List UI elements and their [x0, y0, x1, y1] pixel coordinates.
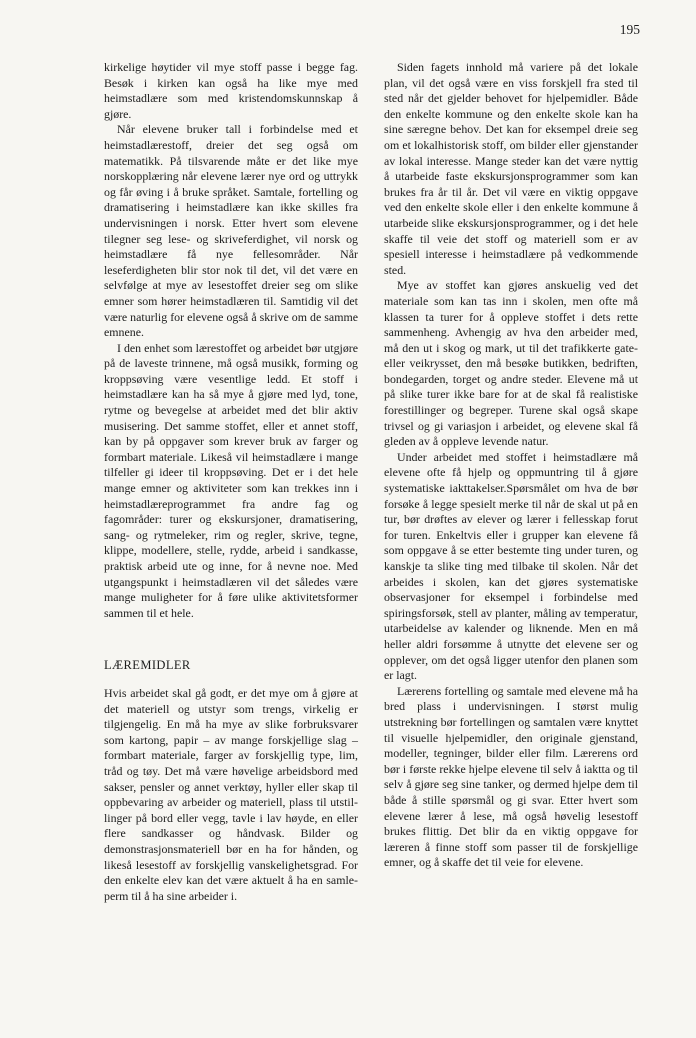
- right-column: [384, 60, 638, 871]
- section-heading: LÆREMIDLER: [104, 658, 191, 673]
- paragraph: Lærerens fortelling og samtale med elevene må ha bred plass i undervisningen. I størst mulig utstrekning bør fortellingen og samtalen være knyttet til visuelle hjelpemidler, den originale gjenstand, modeller, tegninger, bilder eller film. Lærerens ord bør i første rekke hjelpe elevene til selv å iaktta og til selv å gjøre seg sine tanker, og dermed hjelpe dem til både å stille spørsmål og gi svar. Etter hvert som elevene lærer å lese, må også høvelig lesestoff brukes flittig. Det blir da en viktig oppgave for læreren å finne stoff som passer til de forskjellige emner, og å skaffe det til veie for elevene.: [384, 683, 638, 870]
- paragraph: Hvis arbeidet skal gå godt, er det mye om å gjøre at det materiell og utstyr som trengs, virkelig er tilgjengelig. En må ha mye av slike forbruksvarer som kartong, papir – av mange forskjellige slag – formbart materiale, farger av forskjellig type, lim, tråd og tøy. Det må være høvelige arbeidsbord med sakser, pensler og annet verktøy, hyller eller skap til oppbevaring av arbeider og materiell, plass til utstillinger på bord eller vegg, tavle i lav høyde, en eller flere sandkasser og håndvask. Bilder og demonstrasjonsmateriell bør en ha for hånden, og likeså lesestoff av forskjellig vanskelighetsgrad. For den enkelte elev kan det være aktuelt å ha en samleperm til å ha sine arbeider i.: [104, 685, 358, 903]
- paragraph: I den enhet som lærestoffet og arbeidet bør utgjøre på de laveste trinnene, må også musikk, forming og kroppsøving være vesentlige ledd. Et stoff i heimstadlære kan ha så mye å gjøre med lyd, tone, rytme og bevegelse at arbeidet med det blir aktiv musisering. Det samme stoffet, eller et annet stoff, kan by på oppgaver som krever bruk av farger og formbart materiale. Likeså vil heimstadlære i mange tilfeller gi ideer til kroppsøving. Det er i det hele mange emner og aktiviteter som kan trekkes inn i heimstadlæreprogrammet fra andre fag og fagområder: turer og ekskursjoner, dramatisering, sang- og rytmeleker, rim og regler, skrive, tegne, klippe, modellere, stelle, rydde, arbeid i sandkasse, praktisk arbeid ute og inne, for å nevne noe. Med utgangspunkt i heimstadlæren vil det således være mange muligheter for å føre ulike aktivitetsformer sammen til et hele.: [104, 340, 358, 620]
- paragraph: Siden fagets innhold må variere på det lokale plan, vil det også være en viss forskjell fra sted til sted når det gjelder behovet for hjelpemidler. Både den enkelte kommune og den enkelte skole kan ha sine særegne behov. Det kan for eksempel dreie seg om et lokalhistorisk stoff, om bilder eller gjenstander av lokal interesse. Mange steder kan det være nyttig å utarbeide faste ekskursjonsprogrammer som kan brukes fra år til år. Det vil være en viktig oppgave ved den enkelte skole eller i den enkelte kommune å utarbeide slike ekskursjonsprogrammer, og i det hele skaffe til veie det stoff og materiell som er av spesiell interesse i heimstadlære på vedkommende sted.: [384, 60, 638, 277]
- left-column: [104, 60, 358, 904]
- paragraph: Under arbeidet med stoffet i heimstadlære må elevene ofte få hjelp og oppmuntring til å gjøre systematiske iakttakelser.Spørsmålet om hva de bør forsøke å legge spesielt merke til når de skal ut på en tur, bør drøftes av elever og lærer i fellesskap forut for turen. Enkeltvis eller i grupper kan elevene få som oppgave å se etter bestemte ting under turen, og kanskje ta slike ting med tilbake til skolen. Når det arbeides i skolen, kan det gjøres systematiske observasjoner for eksempel i forbindelse med spiringsforsøk, stell av planter, måling av temperatur, utarbeidelse av kalender og liknende. Men en må heller aldri forsømme å utnytte det elevene ser og opplever, om det også ligger utenfor den planen som er lagt.: [384, 449, 638, 683]
- paragraph: Når elevene bruker tall i forbindelse med et heimstadlærestoff, dreier det seg også om matematikk. På tilsvarende måte er det like mye norskopplæring når elevene lærer nye ord og uttrykk og får øving i å bruke språket. Samtale, fortelling og dramatisering i heimstadlære kan ikke skilles fra undervisningen i norsk. Etter hvert som elevene tilegner seg lese- og skriveferdighet, vil norsk og heimstadlære få nye fellesområder. Når leseferdigheten blir stor nok til det, vil det være en selvfølge at mye av lesestoffet dreier seg om slike emner som hører heimstadlæren til. Samtidig vil det være naturlig for elevene også å skrive om de samme emnene.: [104, 122, 358, 340]
- page-number: 195: [619, 22, 640, 37]
- paragraph: Mye av stoffet kan gjøres anskuelig ved det materiale som kan tas inn i skolen, men ofte må klassen ta turer for å oppleve stoffet i dets rette sammenheng. Avhengig av hva den arbeider med, må den ut i skog og mark, ut til det trafikkerte gate- eller veikrysset, den må besøke butikken, bedriften, bondegarden, torget og andre steder. Elevene må ut på slike turer ikke bare for at de skal få realistiske forestillinger og begreper. Turene skal også skape trivsel og gi variasjon i arbeidet, og elevene skal få gleden av å oppleve levende natur.: [384, 278, 638, 449]
- paragraph: kirkelige høytider vil mye stoff passe i begge fag. Besøk i kirken kan også ha like mye med heimstadlære som med kristendomskunnskap å gjøre.: [104, 60, 358, 121]
